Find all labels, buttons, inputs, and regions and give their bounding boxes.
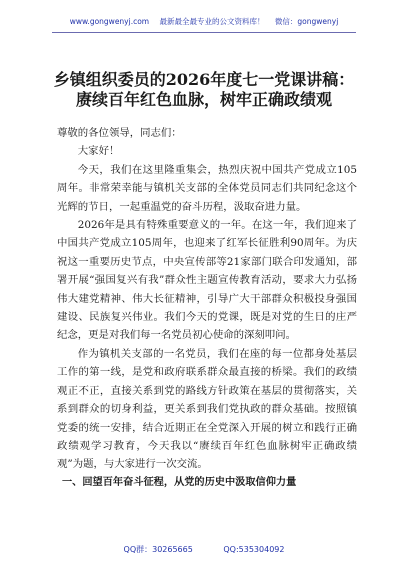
header-slogan: 最新最全最专业的公文资料库！ (159, 17, 265, 26)
salutation: 尊敬的各位领导，同志们： (57, 127, 182, 139)
footer-qq: QQ:535304092 (223, 545, 285, 554)
section-heading: 一、回望百年奋斗征程，从党的历史中汲取信仰力量 (62, 476, 297, 488)
footer-qq-group: QQ群：30265665 (123, 545, 193, 554)
title-line-2: 赓续百年红色血脉，树牢正确政绩观 (75, 90, 332, 109)
body-paragraph-1: 今天，我们在这里隆重集会，热烈庆祝中国共产党成立105周年。非常荣幸能与镇机关支部的全体党员同志们共同纪念这个光辉的节日，一起重温党的奋斗历程，汲取奋进力量。 (57, 163, 357, 213)
header-site-link[interactable]: www.gongwenyj.com (69, 17, 150, 26)
title-line-1: 乡镇组织委员的2026年度七一党课讲稿： (53, 70, 355, 89)
page-footer (0, 544, 408, 555)
header-wechat: 微信：gongwenyj (274, 17, 339, 26)
document-title (40, 70, 368, 110)
document-body (57, 124, 357, 492)
page-header (0, 16, 408, 27)
header-divider (52, 32, 356, 33)
greeting: 大家好！ (77, 145, 120, 158)
body-paragraph-3: 作为镇机关支部的一名党员，我们在座的每一位都身处基层工作的第一线，是党和政府联系群众最直接的桥梁。我们的政绩观正不正，直接关系到党的路线方针政策在基层的贯彻落实，关系到群众的切身利益，更关系到我们党执政的群众基础。按照镇党委的统一安排，结合近期正在全党深入开展的树立和践行正确政绩观学习教育，今天我以“赓续百年红色血脉树牢正确政绩观”为题，与大家进行一次交流。 (57, 347, 357, 471)
body-paragraph-2: 2026年是具有特殊重要意义的一年。在这一年，我们迎来了中国共产党成立105周年，也迎来了红军长征胜利90周年。为庆祝这一重要历史节点，中央宣传部等21家部门联合印发通知，部署开展“强国复兴有我”群众性主题宣传教育活动，要求大力弘扬伟大建党精神、伟大长征精神，引导广大干部群众积极投身强国建设、民族复兴伟业。我们今天的党课，既是对党的生日的庄严纪念，更是对我们每一名党员初心使命的深刻叩问。 (57, 219, 357, 342)
